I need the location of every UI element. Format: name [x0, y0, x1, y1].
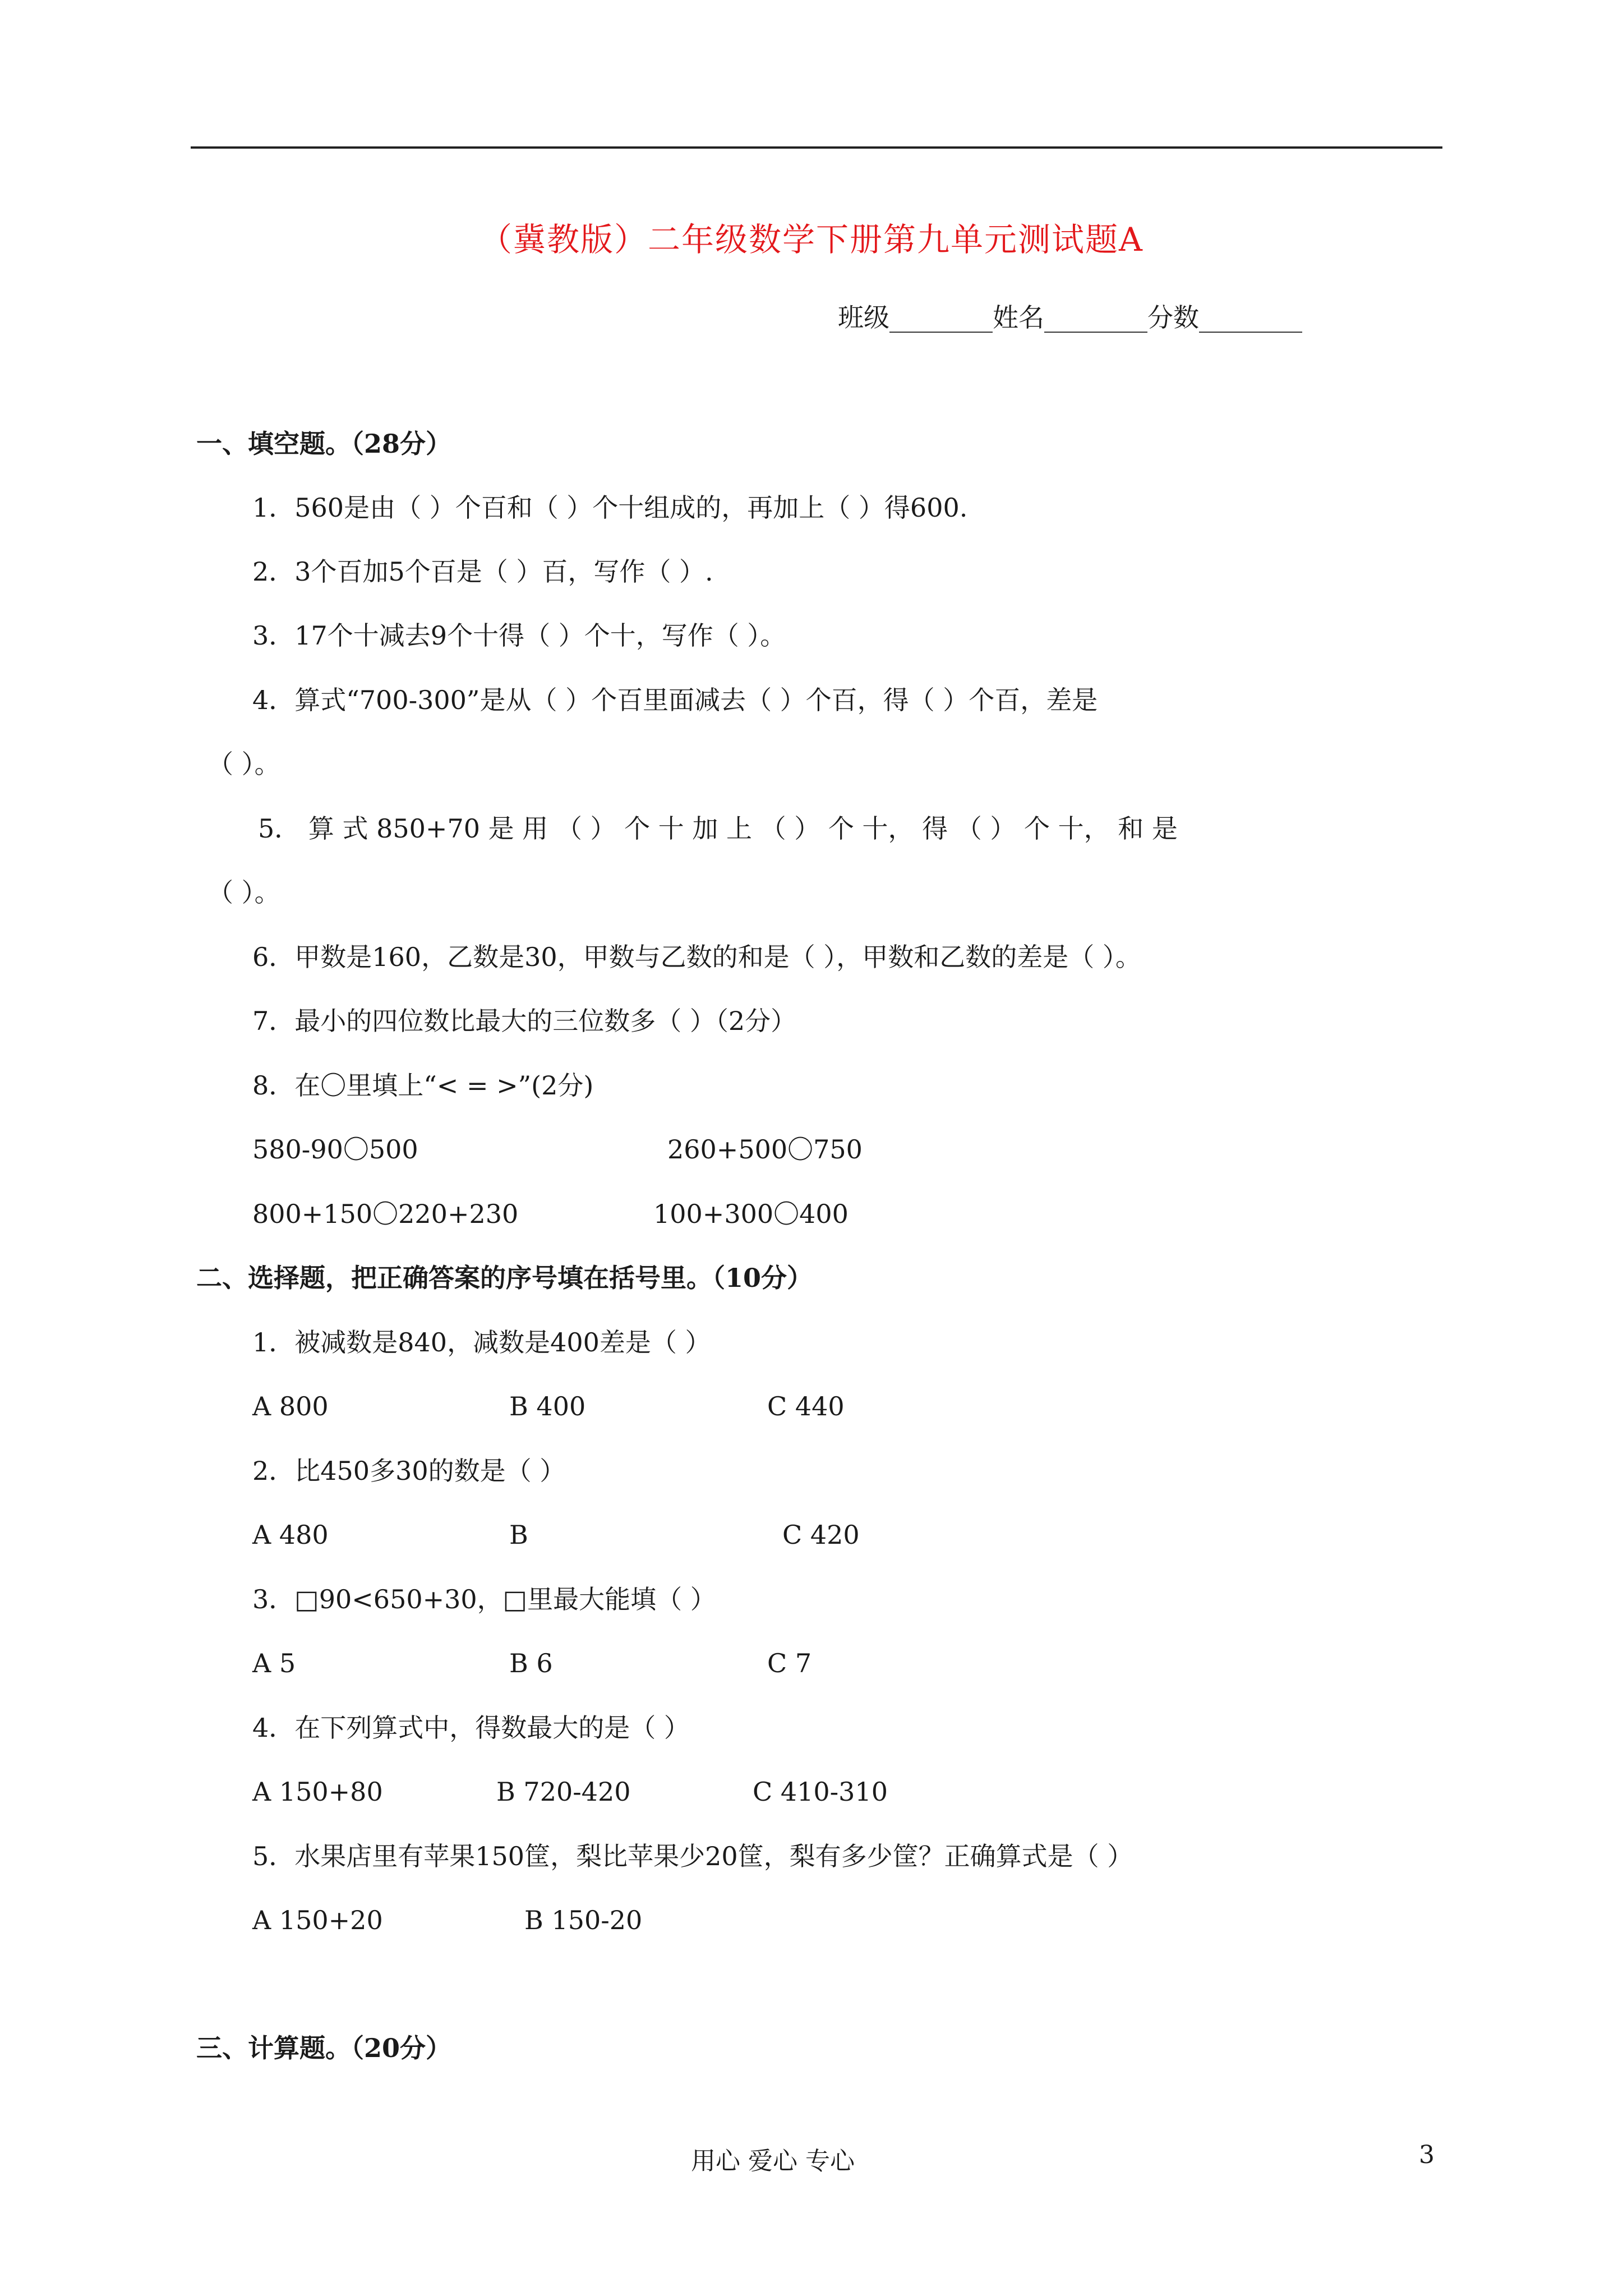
- s2-q3-option-b: B 6: [509, 1648, 553, 1678]
- s2-q5-option-a: A 150+20: [252, 1905, 383, 1935]
- s1-q8-expression-1: 580-90〇500: [252, 1134, 418, 1165]
- s2-q2-option-a: A 480: [252, 1520, 329, 1550]
- s1-question-4-cont: （ ）。: [208, 749, 280, 779]
- page-title: （冀教版）二年级数学下册第九单元测试题A: [479, 220, 1144, 259]
- s1-question-3: 3．17个十减去9个十得（ ）个十，写作（ ）。: [252, 620, 786, 651]
- s1-question-2: 2．3个百加5个百是（ ）百，写作（ ）.: [252, 556, 713, 587]
- s2-question-4: 4．在下列算式中，得数最大的是（ ）: [252, 1713, 690, 1743]
- s1-question-6: 6．甲数是160，乙数是30，甲数与乙数的和是（ ），甲数和乙数的差是（ ）。: [252, 942, 1141, 972]
- s1-question-4: 4．算式“700-300”是从（ ）个百里面减去（ ）个百，得（ ）个百，差是: [252, 685, 1098, 715]
- s2-question-1: 1．被减数是840，减数是400差是（ ）: [252, 1327, 711, 1358]
- section-3-heading: 三、计算题。（20分）: [196, 2033, 452, 2063]
- s1-question-5: 5． 算 式 850+70 是 用 （ ） 个 十 加 上 （ ） 个 十， 得 （ ） 个 十， 和 是: [258, 813, 1178, 844]
- s1-q8-expression-3: 800+150〇220+230: [252, 1199, 519, 1229]
- s1-question-1: 1．560是由（ ）个百和（ ）个十组成的，再加上（ ）得600.: [252, 493, 968, 523]
- s2-question-3: 3．□90<650+30，□里最大能填（ ）: [252, 1584, 716, 1614]
- s1-question-5-cont: （ ）。: [208, 877, 280, 908]
- s1-question-8: 8．在〇里填上“< = >”(2分): [252, 1070, 594, 1101]
- s2-q4-option-b: B 720-420: [496, 1777, 631, 1807]
- s2-q1-option-c: C 440: [767, 1391, 845, 1421]
- section-1-heading: 一、填空题。（28分）: [196, 429, 452, 459]
- s2-question-5: 5．水果店里有苹果150筐，梨比苹果少20筐，梨有多少筐？正确算式是（ ）: [252, 1841, 1133, 1871]
- s1-q8-expression-4: 100+300〇400: [653, 1199, 849, 1229]
- footer-slogan: 用心 爱心 专心: [691, 2147, 855, 2175]
- s2-q2-option-c: C 420: [782, 1520, 860, 1550]
- s2-question-2: 2．比450多30的数是（ ）: [252, 1456, 566, 1486]
- s2-q3-option-a: A 5: [252, 1648, 296, 1678]
- s2-q3-option-c: C 7: [767, 1648, 812, 1678]
- section-2-heading: 二、选择题，把正确答案的序号填在括号里。（10分）: [196, 1263, 813, 1293]
- s1-question-7: 7．最小的四位数比最大的三位数多（ ）（2分）: [252, 1006, 797, 1036]
- header-rule: [191, 146, 1442, 149]
- student-info-line: 班级________姓名________分数________: [838, 302, 1302, 333]
- s2-q1-option-a: A 800: [252, 1391, 329, 1421]
- s2-q2-option-b: B: [509, 1520, 528, 1550]
- s2-q1-option-b: B 400: [509, 1391, 586, 1421]
- s2-q4-option-c: C 410-310: [753, 1777, 888, 1807]
- s2-q5-option-b: B 150-20: [524, 1905, 643, 1935]
- s1-q8-expression-2: 260+500〇750: [667, 1134, 863, 1165]
- s2-q4-option-a: A 150+80: [252, 1777, 383, 1807]
- page-number: 3: [1419, 2141, 1435, 2169]
